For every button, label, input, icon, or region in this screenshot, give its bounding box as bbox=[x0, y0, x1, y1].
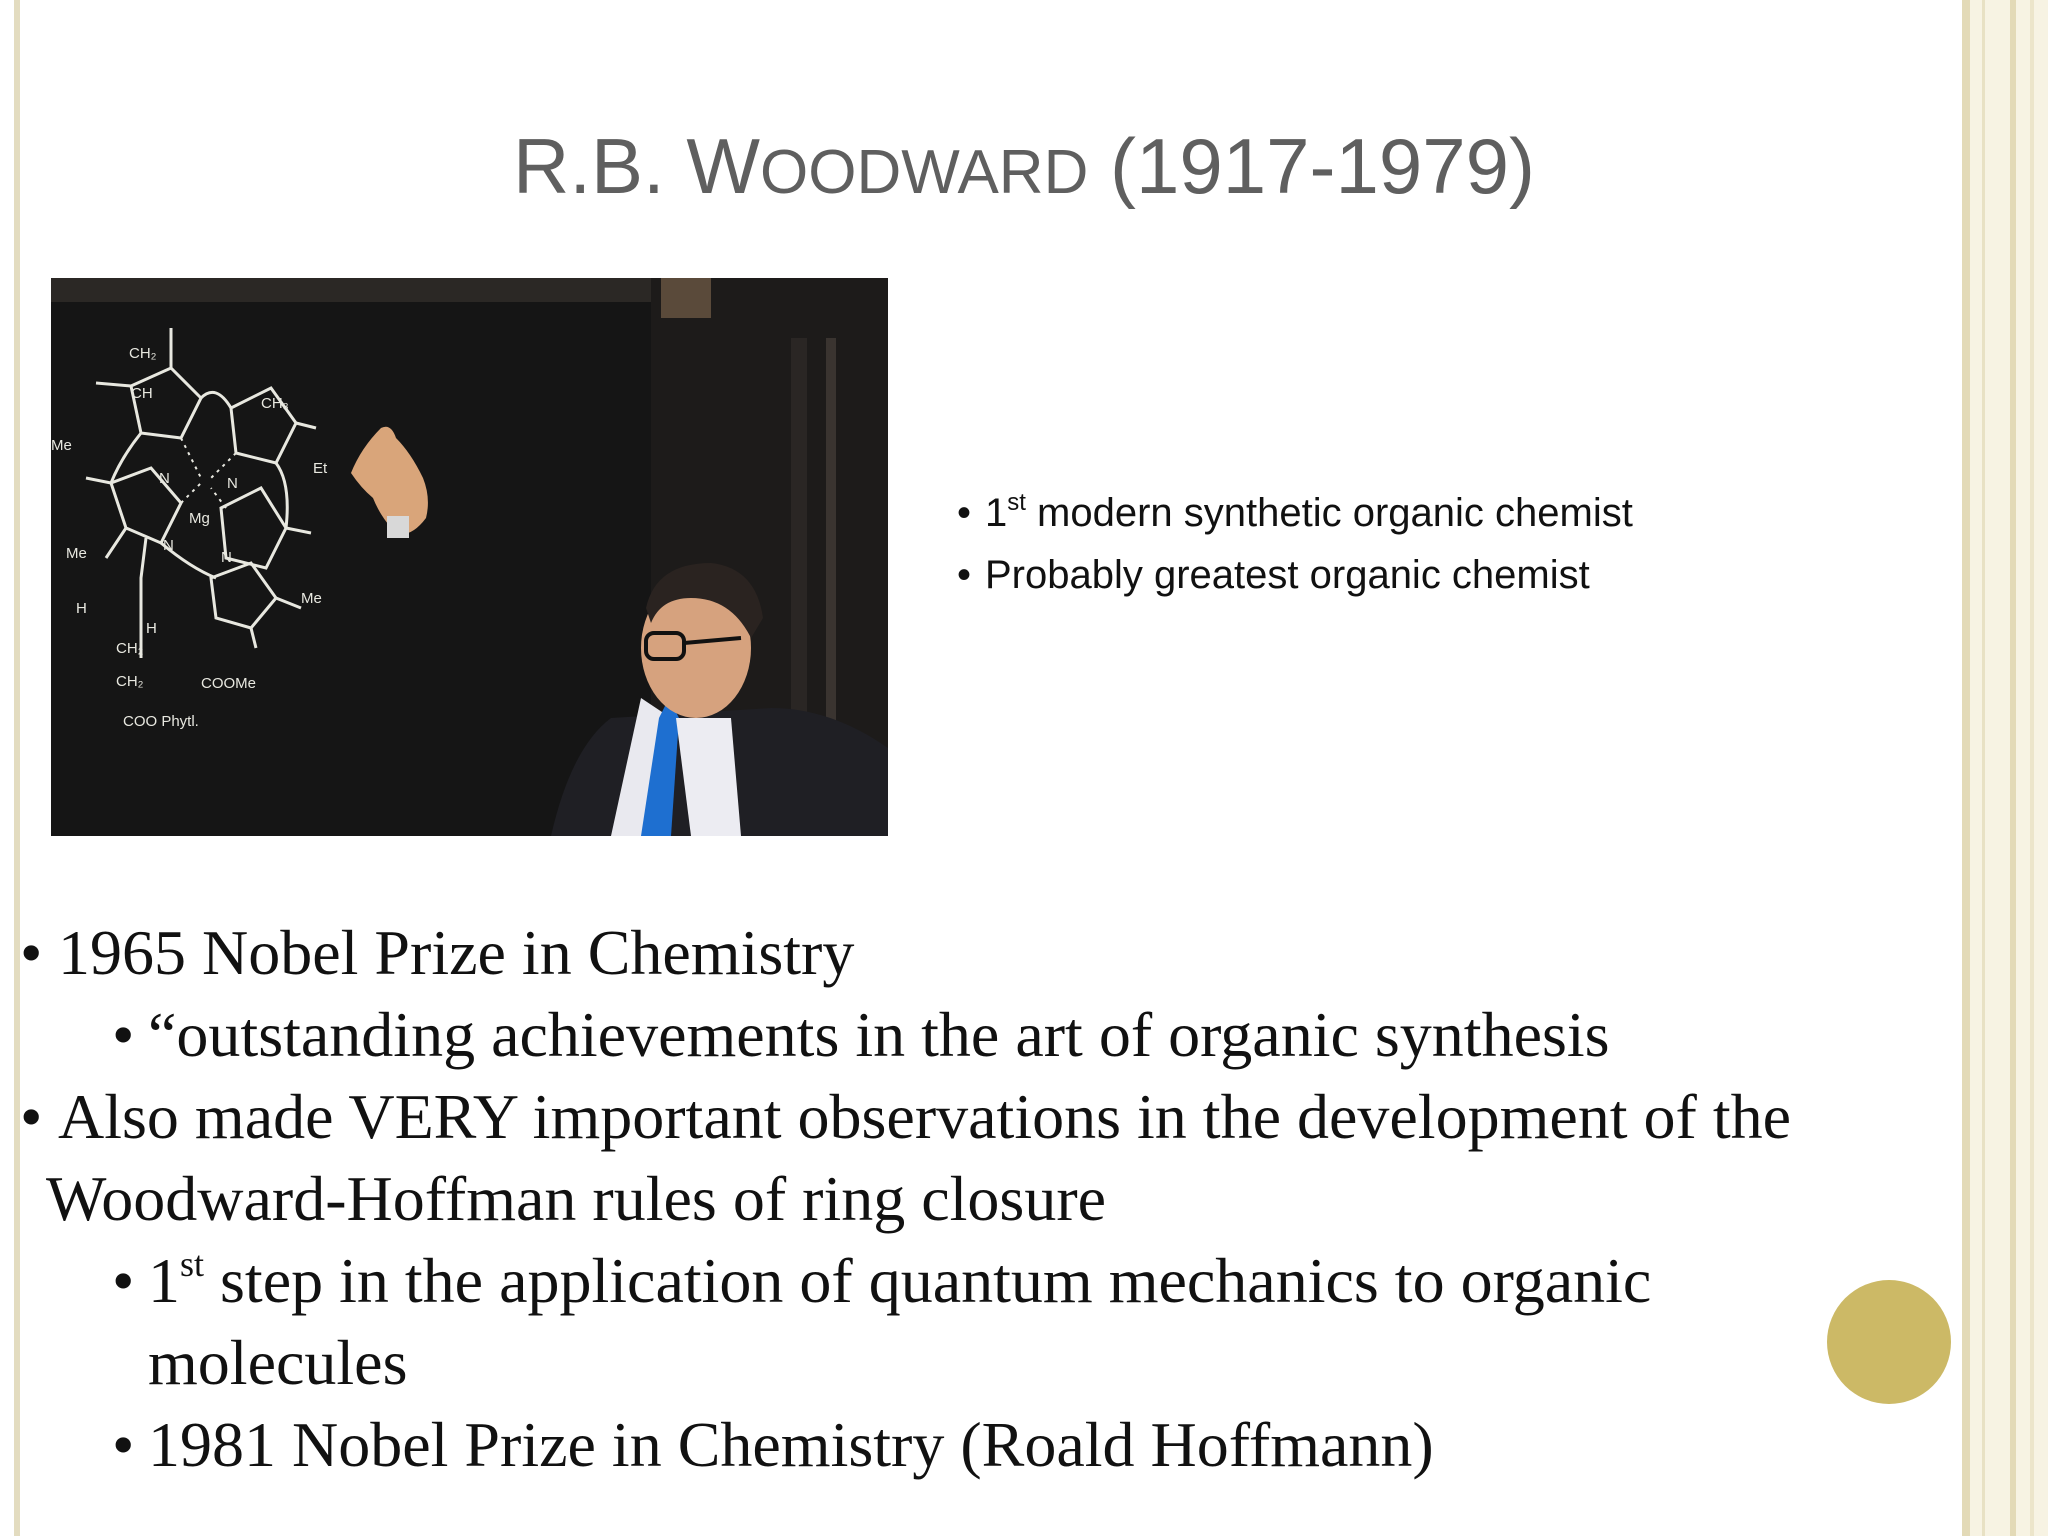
right-border-line bbox=[2010, 0, 2016, 1536]
bullet-text: 1965 Nobel Prize in Chemistry bbox=[58, 917, 855, 988]
board-label: COO Phytl. bbox=[123, 713, 199, 730]
list-item bbox=[957, 482, 1877, 544]
bullet-dot: • bbox=[957, 491, 972, 535]
board-label: N bbox=[159, 470, 170, 487]
side-bullet-1-text: modern synthetic organic chemist bbox=[1025, 491, 1633, 535]
board-label: Me bbox=[301, 590, 322, 607]
bullet-text-sup: st bbox=[180, 1244, 205, 1284]
title-initial: R.B. W bbox=[513, 122, 760, 210]
bullet-text: molecules bbox=[148, 1327, 408, 1398]
bullet-text: Woodward-Hoffman rules of ring closure bbox=[46, 1163, 1107, 1234]
bullet-dot: • bbox=[20, 917, 43, 988]
list-item bbox=[957, 544, 1877, 606]
side-bullet-1-num: 1 bbox=[985, 491, 1008, 535]
right-border-line bbox=[1982, 0, 1985, 1536]
bullet-dot: • bbox=[112, 999, 135, 1070]
bullet-text: 1981 Nobel Prize in Chemistry (Roald Hoffmann) bbox=[148, 1409, 1434, 1480]
right-border-band bbox=[1962, 0, 2048, 1536]
side-bullet-2-text: Probably greatest organic chemist bbox=[985, 553, 1590, 597]
list-item bbox=[20, 912, 1940, 994]
list-item bbox=[20, 994, 1940, 1076]
side-bullet-list bbox=[957, 482, 1877, 606]
board-label: CH₂ bbox=[129, 345, 157, 362]
woodward-photo bbox=[51, 278, 888, 836]
board-label: N bbox=[227, 475, 238, 492]
board-label: H bbox=[76, 600, 87, 617]
board-label: CH₂ bbox=[116, 640, 144, 657]
slide-title bbox=[0, 118, 2048, 221]
list-item-continuation bbox=[20, 1322, 1940, 1404]
board-label: H bbox=[146, 620, 157, 637]
bullet-dot: • bbox=[957, 553, 972, 597]
photo-illustration bbox=[51, 278, 888, 836]
title-smallcaps: OODWARD bbox=[760, 138, 1089, 207]
bullet-text: “outstanding achievements in the art of organic synthesis bbox=[148, 999, 1610, 1070]
board-label: Me bbox=[51, 437, 72, 454]
board-label: CH₂ bbox=[116, 673, 144, 690]
bullet-dot: • bbox=[20, 1081, 43, 1152]
right-border-line bbox=[2030, 0, 2034, 1536]
board-label: CH bbox=[131, 385, 153, 402]
board-label: CH₃ bbox=[261, 395, 289, 412]
main-bullet-list bbox=[20, 912, 1940, 1486]
title-years: (1917-1979) bbox=[1088, 122, 1535, 210]
bullet-dot: • bbox=[112, 1409, 135, 1480]
board-label: COOMe bbox=[201, 675, 257, 692]
board-label: Mg bbox=[189, 510, 210, 527]
right-border-line bbox=[1962, 0, 1970, 1536]
side-bullet-1-sup: st bbox=[1007, 489, 1026, 516]
board-label: N bbox=[163, 537, 174, 554]
list-item bbox=[20, 1240, 1940, 1322]
list-item-continuation bbox=[20, 1158, 1940, 1240]
list-item bbox=[20, 1404, 1940, 1486]
bullet-text-num: 1 bbox=[148, 1245, 180, 1316]
bullet-dot: • bbox=[112, 1245, 135, 1316]
bullet-text: Also made VERY important observations in the development of the bbox=[58, 1081, 1792, 1152]
board-label: N bbox=[221, 549, 232, 566]
board-label: Me bbox=[66, 545, 87, 562]
board-label: Et bbox=[313, 460, 328, 477]
bullet-text: step in the application of quantum mechanics to organic bbox=[204, 1245, 1652, 1316]
list-item bbox=[20, 1076, 1940, 1158]
